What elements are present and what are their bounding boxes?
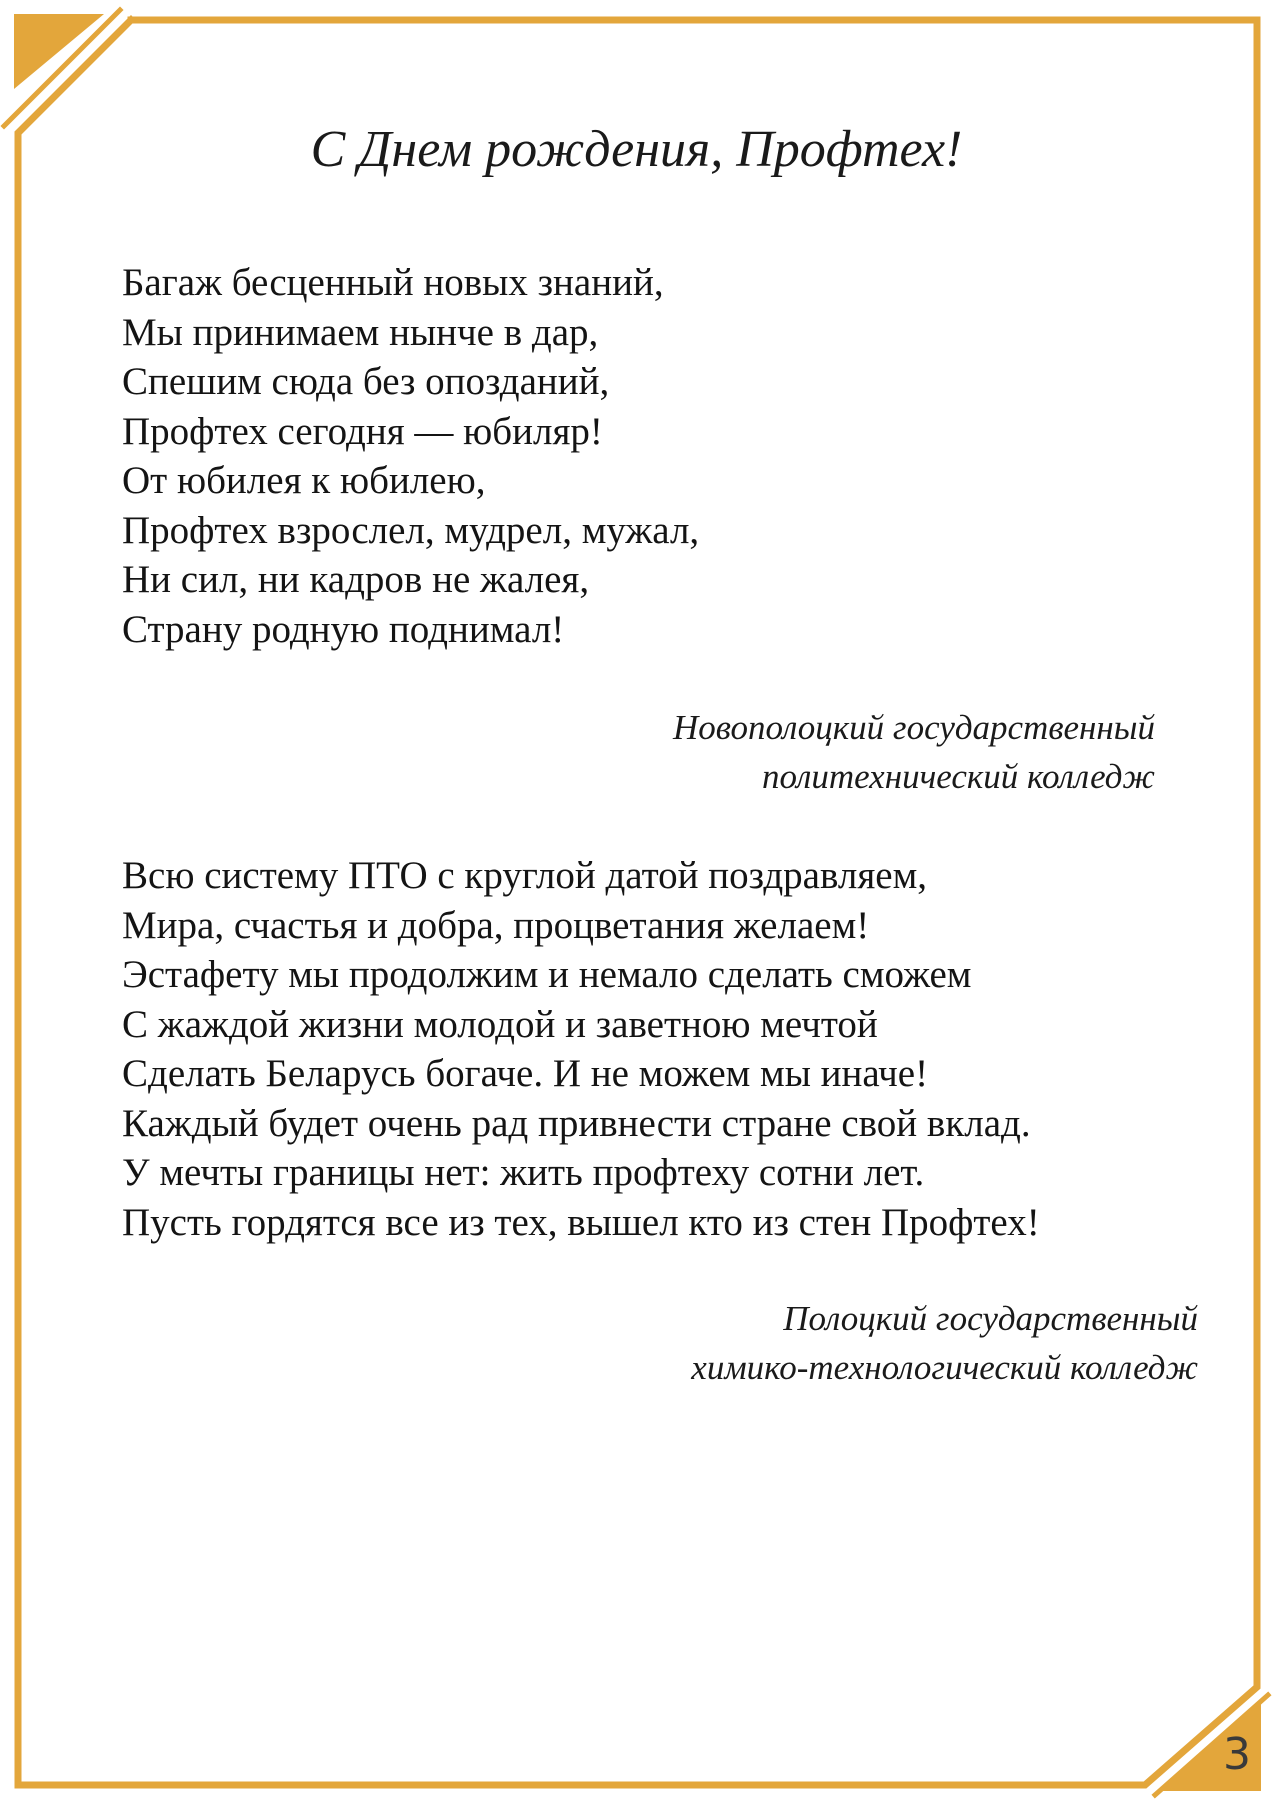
page-number: 3: [1223, 1729, 1251, 1780]
poem-line: Эстафету мы продолжим и немало сделать сможем: [122, 953, 972, 996]
poem-line: Каждый будет очень рад привнести стране свой вклад.: [122, 1101, 1031, 1145]
signature-line: Полоцкий государственный: [783, 1299, 1198, 1338]
signature-line: политехнический колледж: [761, 757, 1155, 796]
poem-line: Профтех взрослел, мудрел, мужал,: [122, 508, 700, 552]
poem-first: [122, 258, 699, 654]
signature-second: [691, 1294, 1198, 1392]
signature-line: химико-технологический колледж: [691, 1348, 1198, 1387]
poem-second: [122, 851, 1040, 1247]
poem-line: Мира, счастья и добра, процветания желаем!: [122, 903, 870, 947]
poem-line: Сделать Беларусь богаче. И не можем мы иначе!: [122, 1052, 929, 1095]
poem-line: Багаж бесценный новых знаний,: [122, 261, 664, 304]
poem-line: Спешим сюда без опозданий,: [122, 360, 610, 403]
poem-line: Ни сил, ни кадров не жалея,: [122, 558, 590, 601]
poem-line: От юбилея к юбилею,: [122, 459, 486, 502]
signature-first: [673, 703, 1155, 801]
poem-line: Пусть гордятся все из тех, вышел кто из стен Профтех!: [122, 1200, 1040, 1244]
poem-line: Всю систему ПТО с круглой датой поздравляем,: [122, 854, 928, 897]
poem-line: Мы принимаем нынче в дар,: [122, 310, 599, 354]
signature-line: Новополоцкий государственный: [672, 708, 1155, 747]
poem-line: С жаждой жизни молодой и заветною мечтой: [122, 1002, 878, 1046]
frame-corner-triangle-top-left: [14, 14, 104, 89]
poem-line: Страну родную поднимал!: [122, 607, 565, 651]
page-title: С Днем рождения, Профтех!: [310, 121, 963, 178]
poem-line: У мечты границы нет: жить профтеху сотни лет.: [122, 1151, 925, 1194]
poem-line: Профтех сегодня — юбиляр!: [122, 409, 603, 453]
